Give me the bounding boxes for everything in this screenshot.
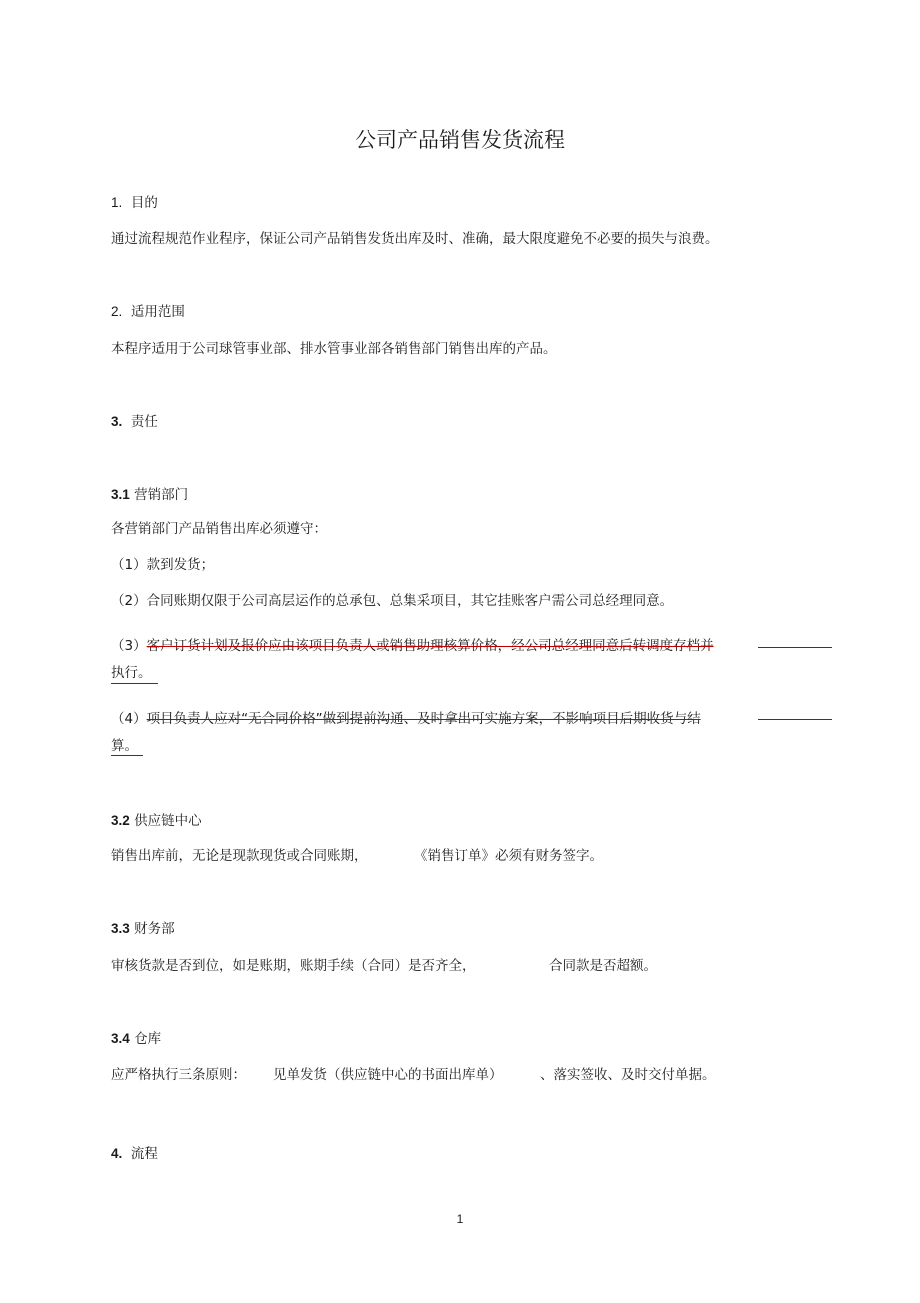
section-label: 目的 (130, 195, 158, 211)
list-item: （2）合同账期仅限于公司高层运作的总承包、总集采项目，其它挂账客户需公司总经理同意。 (111, 593, 674, 609)
section-1-heading (111, 194, 158, 212)
section-1-text: 通过流程规范作业程序，保证公司产品销售发货出库及时、准确，最大限度避免不必要的损失与浪费。 (111, 231, 719, 247)
section-3-3-heading (111, 920, 175, 938)
section-label: 责任 (130, 414, 158, 430)
section-label: 适用范围 (130, 304, 185, 320)
section-3-2-heading (111, 812, 202, 830)
document-title: 公司产品销售发货流程 (355, 128, 565, 152)
item-prefix: （4） (111, 711, 147, 727)
section-number: 2. (111, 304, 123, 319)
revision-line (758, 647, 832, 648)
section-number: 3.1 (111, 487, 130, 502)
item-prefix: （3） (111, 638, 147, 654)
list-item-continuation: 执行。 (111, 665, 152, 681)
list-item-struck (111, 710, 701, 728)
section-label: 供应链中心 (134, 813, 202, 829)
section-2-heading (111, 303, 185, 321)
struck-text: 项目负责人应对“无合同价格”做到提前沟通、及时拿出可实施方案，不影响项目后期收货与结 (146, 711, 701, 727)
section-label: 营销部门 (134, 487, 189, 503)
section-2-text: 本程序适用于公司球管事业部、排水管事业部各销售部门销售出库的产品。 (111, 341, 557, 357)
section-4-heading (111, 1145, 158, 1163)
section-3-2-text-a: 销售出库前，无论是现款现货或合同账期， (111, 848, 368, 864)
section-3-1-intro: 各营销部门产品销售出库必须遵守： (111, 521, 327, 537)
section-3-4-text-a: 应严格执行三条原则： (111, 1067, 246, 1083)
struck-text: 客户订货计划及报价应由该项目负责人或销售助理核算价格，经公司总经理同意后转调度存档并 (146, 638, 714, 654)
section-3-3-text-b: 合同款是否超额。 (549, 958, 657, 974)
section-3-heading (111, 413, 158, 431)
section-3-4-text-c: 、落实签收、及时交付单据。 (540, 1067, 716, 1083)
page-number: 1 (456, 1212, 464, 1226)
section-3-2-text-b: 《销售订单》必须有财务签字。 (414, 848, 603, 864)
section-label: 流程 (130, 1146, 158, 1162)
section-label: 财务部 (134, 921, 175, 937)
section-number: 1. (111, 195, 123, 210)
revision-line (758, 719, 832, 720)
revision-underline (111, 683, 158, 684)
section-number: 3.2 (111, 813, 130, 828)
section-3-3-text-a: 审核货款是否到位，如是账期，账期手续（合同）是否齐全， (111, 958, 476, 974)
section-3-4-heading (111, 1030, 161, 1048)
section-number: 3.3 (111, 921, 130, 936)
section-label: 仓库 (134, 1031, 162, 1047)
list-item-struck (111, 637, 714, 655)
revision-underline (111, 755, 143, 756)
list-item: （1）款到发货； (111, 557, 215, 573)
section-number: 3.4 (111, 1031, 130, 1046)
section-number: 4. (111, 1146, 123, 1161)
section-number: 3. (111, 414, 123, 429)
section-3-1-heading (111, 486, 188, 504)
section-3-4-text-b: 见单发货（供应链中心的书面出库单） (273, 1067, 503, 1083)
list-item-continuation: 算。 (111, 738, 138, 754)
